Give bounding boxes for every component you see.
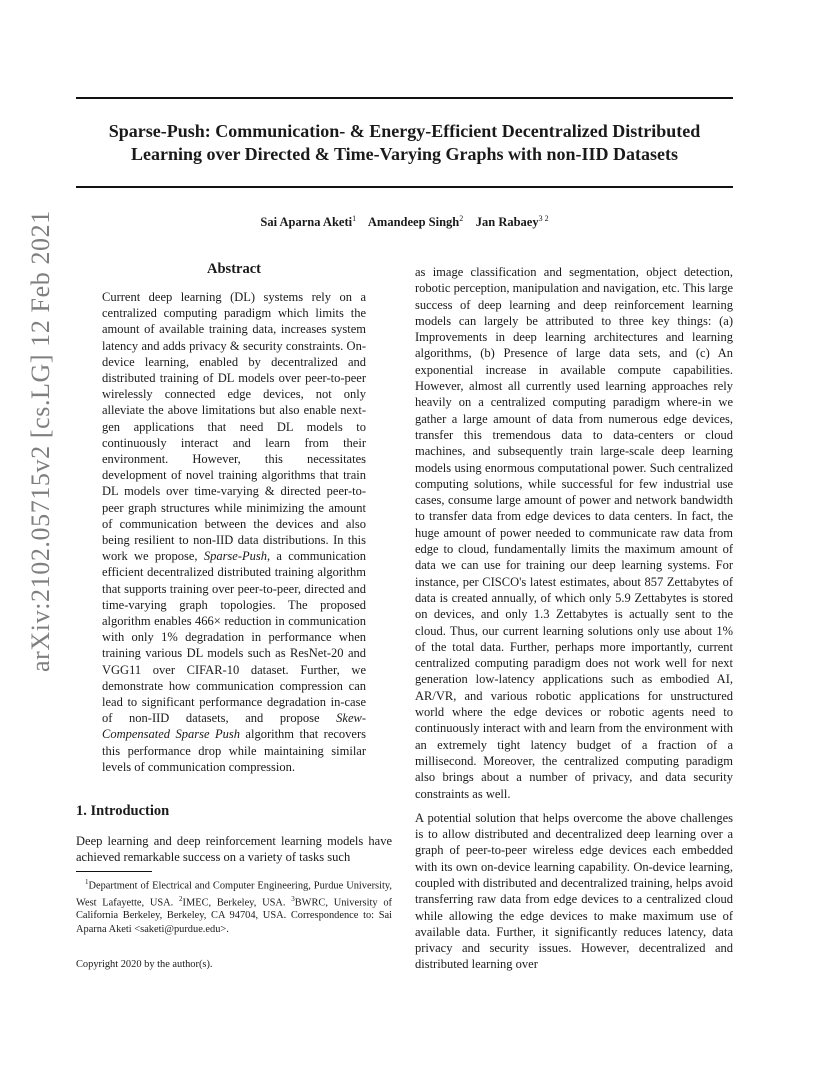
paper-title xyxy=(76,120,733,166)
title-rule-bottom xyxy=(76,186,733,188)
abstract-method-name: Skew-Compensated Sparse Push xyxy=(102,711,366,742)
copyright-notice: Copyright 2020 by the author(s). xyxy=(76,959,213,970)
title-rule-top xyxy=(76,97,733,99)
abstract-text xyxy=(102,289,366,775)
footnote-marker: 2 xyxy=(179,894,183,903)
abstract-heading: Abstract xyxy=(207,261,261,277)
intro-paragraph: A potential solution that helps overcome the above challenges is to allow distributed and decentralized deep learning over a graph of peer-to-peer wireless edge devices each embedded with its own on-device learning capability. On-device learning, coupled with distributed and decentralized training, helps avoid transferring raw data from edge devices to a centralized cloud while allowing the edge devices to make maximum use of available data. Further, it significantly reduces latency, data privacy and security issues. However, decentralized and distributed learning over xyxy=(415,810,733,972)
author-affiliation: 1 xyxy=(352,214,357,223)
title-line-1: Sparse-Push: Communication- & Energy-Efficient Decentralized Distributed xyxy=(108,121,701,141)
title-line-2: Learning over Directed & Time-Varying Graphs with non-IID Datasets xyxy=(130,144,678,164)
abstract-segment: Current deep learning (DL) systems rely on a centralized computing paradigm which limits the amount of available training data, increases system latency and adds privacy & security constraints. On-device learning, enabled by decentralized and distributed training of DL models over peer-to-peer wirelessly connected edge devices, not only alleviate the above limitations but also enable next-gen applications that need DL models to continuously interact and learn from their environment. However, this necessitates development of novel training algorithms that train DL models over time-varying & directed peer-to-peer graph structures while minimizing the amount of communication between the devices and also being resilient to non-IID data distributions. In this work we propose, xyxy=(102,290,366,564)
footnote-text: Department of Electrical and Computer Engineering, Purdue University, West Lafayette, USA. xyxy=(76,880,392,909)
footnote-marker: 1 xyxy=(84,878,89,886)
abstract-segment: , a communication efficient decentralized distributed training algorithm that supports training over peer-to-peer, directed and time-varying graph topologies. The proposed algorithm enables 466× reduction in communication with only 1% degradation in performance when training various DL models such as ResNet-20 and VGG11 over CIFAR-10 dataset. Further, we demonstrate how communication compression can lead to significant performance degradation in-case of non-IID datasets, and propose xyxy=(102,549,367,726)
author-affiliation: 2 xyxy=(459,214,464,223)
intro-left-text: Deep learning and deep reinforcement learning models have achieved remarkable success on a variety of tasks such xyxy=(76,834,392,865)
author-name: Amandeep Singh xyxy=(367,215,460,230)
author-affiliation: 3 2 xyxy=(538,214,549,223)
arxiv-watermark: arXiv:2102.05715v2 [cs.LG] 12 Feb 2021 xyxy=(26,210,55,672)
abstract-segment: algorithm that recovers this performance drop while maintaining similar levels of communication compression. xyxy=(102,727,367,774)
author-list xyxy=(76,214,733,230)
section-heading-introduction: 1. Introduction xyxy=(76,803,170,819)
footnote-text: BWRC, University of California Berkeley, Berkeley, CA 94704, USA. Correspondence to: Sai Aparna Aketi <saketi@purdue.edu>. xyxy=(76,897,392,935)
author-name: Sai Aparna Aketi xyxy=(260,215,353,230)
affiliation-footnote xyxy=(76,876,392,936)
intro-right-column xyxy=(415,264,733,973)
footnote-text: IMEC, Berkeley, USA. xyxy=(182,897,292,909)
footnote-marker: 3 xyxy=(291,894,295,903)
author-name: Jan Rabaey xyxy=(475,215,539,230)
intro-paragraph: as image classification and segmentation, object detection, robotic perception, manipulation and navigation, etc. This large success of deep learning and deep reinforcement learning models can largely be attributed to three key things: (a) Improvements in deep learning architectures and learning algorithms, (b) Presence of large data sets, and (c) An exponential increase in available compute capabilities. However, almost all currently used learning approaches rely heavily on a centralized computing paradigm where-in we gather a large amount of data from numerous edge devices, transfer this tremendous data to data-centers or cloud machines, and subsequently train large-scale deep learning models using enormous computational power. Such centralized computing solutions, while successful for few industrial use cases, consume large amount of power and network bandwidth to transfer data from edge devices to data centers. In fact, the huge amount of power needed to communicate raw data from edge to cloud, fundamentally limits the maximum amount of data we can use for training our deep learning systems. For instance, per CISCO's latest estimates, about 857 Zettabytes of data is created annually, of which only 5.9 Zettabytes is stored on devices, and only 1.3 Zettabytes is actually sent to the cloud. Thus, our current learning solutions only use about 1% of the total data. Further, perhaps more importantly, current centralized computing paradigm does not work well for next generation low-latency applications such as embodied AI, AR/VR, and various robotic applications for unstructured world where the edge devices or robotic agents need to continuously interact with and learn from the environment with an extremely tight latency budget of a fraction of a millisecond. Moreover, the centralized computing paradigm also brings about a number of privacy, and data security constraints as well. xyxy=(415,265,733,801)
footnote-rule xyxy=(76,871,152,872)
abstract-method-name: Sparse-Push xyxy=(203,549,268,564)
